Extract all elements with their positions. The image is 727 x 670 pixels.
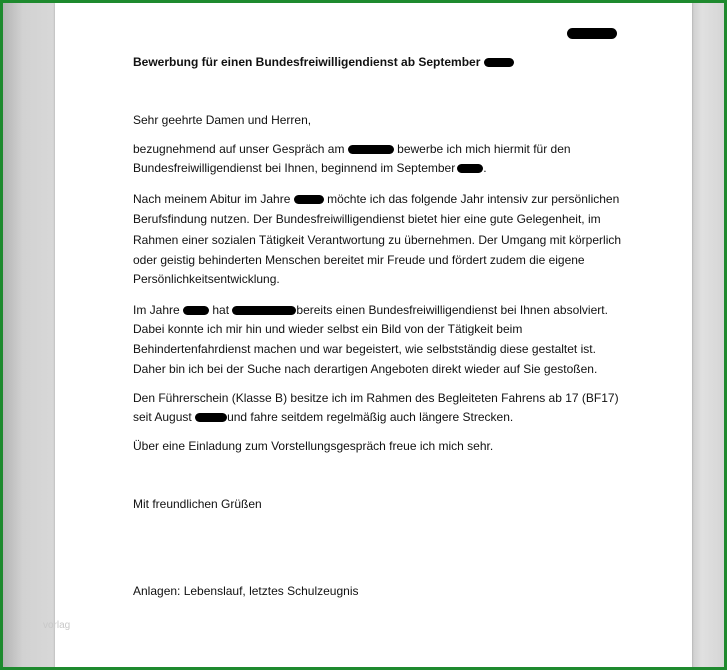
closing: Mit freundlichen Grüßen bbox=[133, 497, 262, 511]
paragraph-3-line-1 bbox=[133, 300, 608, 320]
p1-l2b: . bbox=[483, 161, 487, 175]
paragraph-2-line-4: oder geistig behinderten Menschen bereitet mir Freude und fördert zudem die eigene bbox=[133, 253, 585, 267]
redaction-mark bbox=[195, 413, 227, 422]
document-page bbox=[55, 3, 692, 670]
paragraph-3-line-4: Daher bin ich bei der Suche nach derartigen Angeboten direkt wieder auf Sie gestoßen. bbox=[133, 362, 598, 376]
paragraph-4-line-2 bbox=[133, 407, 513, 427]
p3-l1b: hat bbox=[212, 303, 230, 317]
paragraph-2-line-3: Rahmen einer sozialen Tätigkeit Verantwortung zu übernehmen. Der Umgang mit körperlich bbox=[133, 233, 622, 247]
redaction-mark bbox=[294, 195, 324, 204]
p3-l1c: bereits einen Bundesfreiwilligendienst bei Ihnen absolviert. bbox=[296, 303, 608, 317]
right-margin bbox=[688, 3, 724, 667]
redaction-mark bbox=[484, 58, 514, 67]
paragraph-4-line-1: Den Führerschein (Klasse B) besitze ich im Rahmen des Begleiteten Fahrens ab 17 (BF17) bbox=[133, 391, 619, 405]
p2-l1b: möchte ich das folgende Jahr intensiv zur persönlichen bbox=[327, 192, 620, 206]
subject-line bbox=[133, 52, 514, 72]
attachments: Anlagen: Lebenslauf, letztes Schulzeugnis bbox=[133, 584, 359, 598]
p4-l2a: seit August bbox=[133, 410, 192, 424]
salutation: Sehr geehrte Damen und Herren, bbox=[133, 113, 312, 127]
paragraph-2-line-2: Berufsfindung nutzen. Der Bundesfreiwilligendienst bietet hier eine gute Gelegenheit, im bbox=[133, 212, 601, 226]
paragraph-1-line-1 bbox=[133, 139, 571, 159]
p1-l1a: bezugnehmend auf unser Gespräch am bbox=[133, 142, 345, 156]
paragraph-3-line-3: Behindertenfahrdienst machen und war begeistert, wie selbstständig diese gestaltet ist. bbox=[133, 342, 596, 356]
paragraph-1-line-2 bbox=[133, 158, 487, 178]
watermark: vorlag bbox=[43, 620, 71, 631]
p3-l1a: Im Jahre bbox=[133, 303, 180, 317]
subject-text: Bewerbung für einen Bundesfreiwilligendienst ab September bbox=[133, 55, 481, 69]
p1-l1b: bewerbe ich mich hiermit für den bbox=[397, 142, 571, 156]
redaction-mark bbox=[348, 145, 394, 154]
paragraph-2-line-1 bbox=[133, 189, 619, 209]
paragraph-3-line-2: Dabei konnte ich mir hin und wieder selbst ein Bild von der Tätigkeit beim bbox=[133, 322, 523, 336]
redaction-mark bbox=[232, 306, 296, 315]
paragraph-2-line-5: Persönlichkeitsentwicklung. bbox=[133, 272, 280, 286]
redacted-date bbox=[567, 28, 617, 39]
redaction-mark bbox=[183, 306, 209, 315]
redaction-mark bbox=[457, 164, 483, 173]
p1-l2a: Bundesfreiwilligendienst bei Ihnen, beginnend im September bbox=[133, 161, 456, 175]
p4-l2b: und fahre seitdem regelmäßig auch längere Strecken. bbox=[227, 410, 514, 424]
p2-l1a: Nach meinem Abitur im Jahre bbox=[133, 192, 291, 206]
paragraph-5: Über eine Einladung zum Vorstellungsgespräch freue ich mich sehr. bbox=[133, 439, 494, 453]
